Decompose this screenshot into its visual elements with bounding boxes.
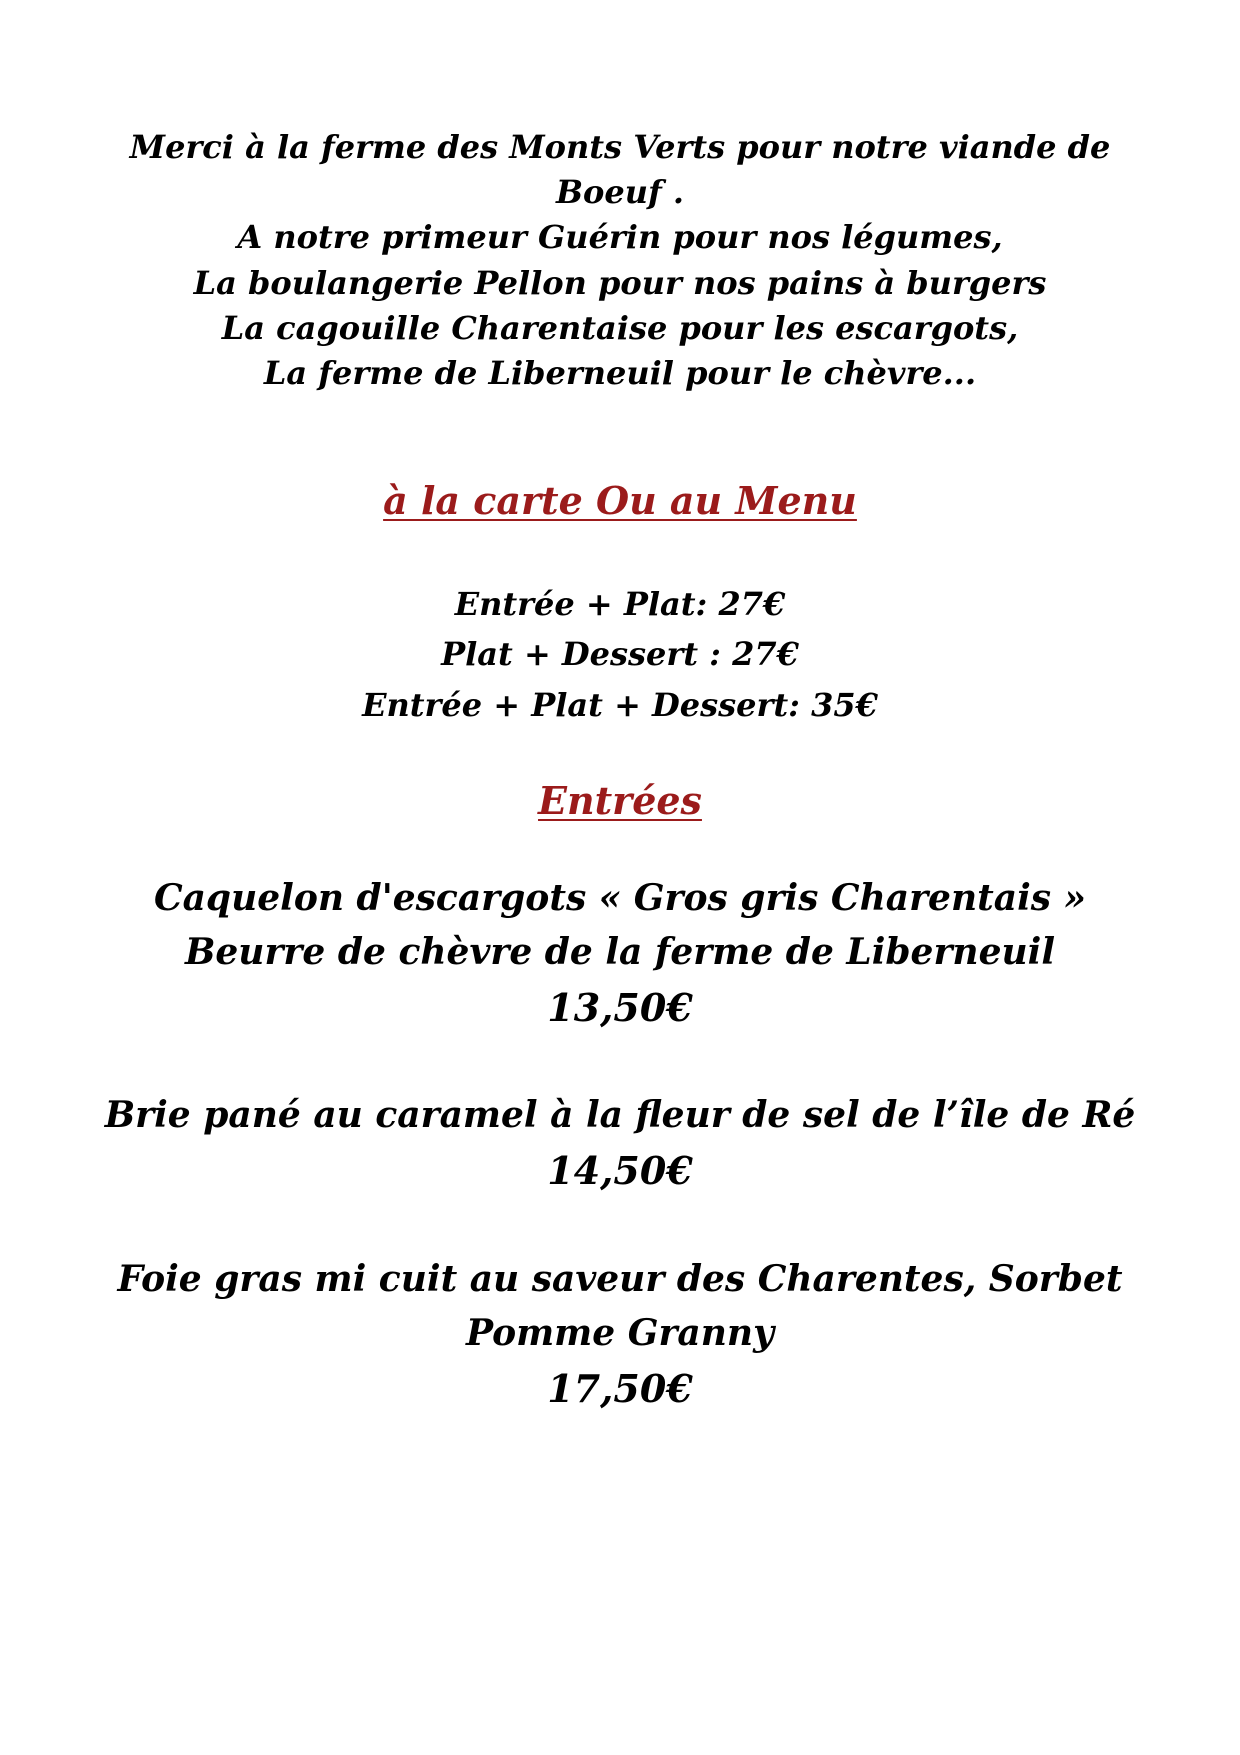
- entrees-section-title: Entrées: [538, 778, 702, 823]
- formula-entree-plat: Entrée + Plat: 27€: [454, 585, 786, 623]
- dish-name: Caquelon d'escargots « Gros gris Charentais »: [153, 877, 1087, 919]
- thanks-line-5: La cagouille Charentaise pour les escargots,: [221, 309, 1019, 347]
- dish-price: 17,50€: [547, 1366, 693, 1411]
- thanks-line-6: La ferme de Liberneuil pour le chèvre...: [263, 354, 977, 392]
- thanks-line-1: Merci à la ferme des Monts Verts pour notre viande de: [129, 128, 1111, 166]
- dish-description: Pomme Granny: [465, 1312, 775, 1354]
- thanks-line-2: Boeuf .: [555, 173, 685, 211]
- dish-price: 14,50€: [547, 1148, 693, 1193]
- thanks-line-3: A notre primeur Guérin pour nos légumes,: [237, 218, 1003, 256]
- dish-description: Beurre de chèvre de la ferme de Liberneuil: [184, 931, 1056, 973]
- dish-name: Foie gras mi cuit au saveur des Charentes, Sorbet: [117, 1258, 1123, 1300]
- thanks-line-4: La boulangerie Pellon pour nos pains à burgers: [193, 264, 1047, 302]
- dish-name: Brie pané au caramel à la fleur de sel de l’île de Ré: [104, 1094, 1136, 1136]
- menu-section-title: à la carte Ou au Menu: [383, 478, 857, 523]
- formula-plat-dessert: Plat + Dessert : 27€: [441, 635, 799, 673]
- dish-price: 13,50€: [547, 985, 693, 1030]
- formula-entree-plat-dessert: Entrée + Plat + Dessert: 35€: [362, 686, 878, 724]
